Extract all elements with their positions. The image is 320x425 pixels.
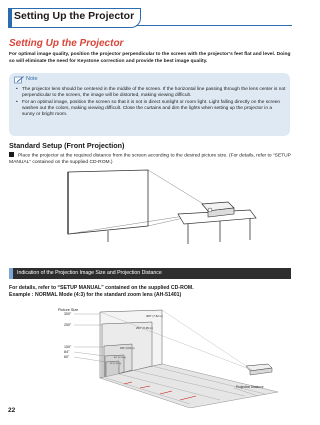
indication-bar-title: Indication of the Projection Image Size and Projection Distance — [17, 270, 162, 276]
projection-distance-diagram — [20, 304, 295, 408]
picture-size-label: Picture Size — [58, 308, 79, 312]
screen-size-label: 300" (7.62 m) — [146, 314, 163, 318]
details-text — [9, 285, 194, 299]
standard-setup-body — [9, 152, 291, 166]
screen-size-label: 150" (3.81 m) — [120, 347, 135, 350]
page-header-title: Setting Up the Projector — [14, 10, 135, 22]
section-title: Setting Up the Projector — [9, 38, 124, 49]
note-pencil-icon — [14, 76, 24, 84]
screen-size-label: 60" (1.52 m) — [110, 363, 121, 365]
note-item — [16, 87, 286, 99]
page-number: 22 — [8, 407, 16, 414]
screen-size-label: 84" (2.13 m) — [114, 357, 126, 359]
note-item-text: For an optimal image, position the screen so that it is not in direct sunlight or room light. Light falling directly on the screen washes out the colors, making viewing difficult. Close the curtains and dim the lights when setting up the projector in a sunny or bright room. — [22, 100, 281, 118]
intro-paragraph: For optimal image quality, position the projector perpendicular to the screen with the projector’s feet flat and level. Doing so will eliminate the need for Keystone correction and provide the best image quality. — [9, 52, 291, 64]
header-rule — [136, 25, 292, 26]
note-label: Note — [26, 76, 38, 82]
note-item-text: The projector lens should be centered in the middle of the screen. If the horizontal line passing through the lens center is not perpendicular to the screen, the image will be distorted, making viewing difficult. — [22, 87, 286, 99]
bullet-icon: • — [16, 100, 18, 105]
size-label: 250" — [64, 323, 72, 327]
size-label: 60" — [64, 355, 70, 359]
screen-illustration — [68, 170, 148, 234]
screen-size-label: 250" (6.35 m) — [136, 326, 153, 330]
example-line: Example : NORMAL Mode (4:3) for the standard zoom lens (AH-51401) — [9, 292, 182, 298]
note-list — [16, 87, 286, 119]
standard-setup-text: Place the projector at the required distance from the screen according to the desired picture size. (For details, refer to “SETUP MANUAL” contained on the supplied CD-ROM.) — [9, 153, 291, 165]
size-label: 150" — [64, 345, 72, 349]
square-bullet-icon — [9, 152, 14, 157]
projection-setup-illustration — [60, 168, 260, 246]
size-label: 300" — [64, 312, 72, 316]
note-item — [16, 100, 286, 119]
bullet-icon: • — [16, 87, 18, 92]
size-label: 84" — [64, 350, 70, 354]
standard-setup-heading: Standard Setup (Front Projection) — [9, 141, 125, 150]
details-line: For details, refer to “SETUP MANUAL” contained on the supplied CD-ROM. — [9, 285, 194, 291]
projection-distance-label: Projection Distance — [236, 385, 264, 389]
indication-bar-accent — [9, 268, 13, 279]
